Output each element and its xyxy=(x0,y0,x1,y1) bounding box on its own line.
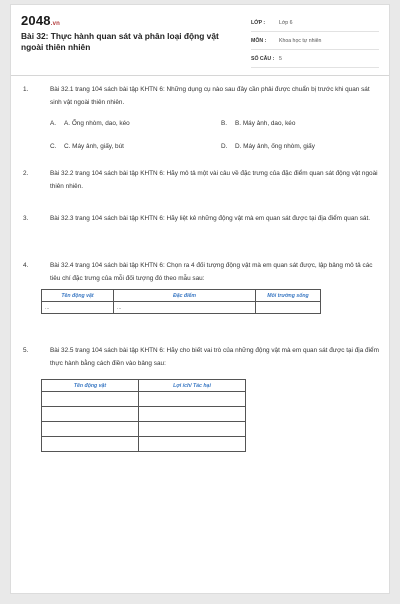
table-header-cell: Lợi ích/ Tác hại xyxy=(139,380,246,392)
table-cell[interactable] xyxy=(139,407,246,422)
question-number: 3. xyxy=(23,215,29,222)
question-text: Bài 32.1 trang 104 sách bài tập KHTN 6: Những dụng cụ nào sau đây cần phải được chuẩn bị trước khi quan sát sinh vật ngoài thiên nhiên. xyxy=(50,86,370,106)
question-1 xyxy=(23,84,379,109)
animal-features-table xyxy=(41,289,321,314)
table-cell[interactable] xyxy=(42,392,139,407)
table-row xyxy=(42,407,246,422)
option-letter: A. xyxy=(50,120,57,127)
question-4 xyxy=(23,260,379,285)
meta-label: LỚP : xyxy=(251,19,266,26)
question-5 xyxy=(23,345,379,370)
table-header-cell: Tên động vật xyxy=(42,380,139,392)
table-cell[interactable] xyxy=(256,302,321,314)
lesson-title: Bài 32: Thực hành quan sát và phân loại động vật ngoài thiên nhiên xyxy=(21,31,219,52)
table-header-row xyxy=(42,380,246,392)
option-text: C. Máy ảnh, giấy, bút xyxy=(64,143,124,150)
option-letter: B. xyxy=(221,120,228,127)
question-text: Bài 32.5 trang 104 sách bài tập KHTN 6: Hãy cho biết vai trò của những động vật mà em quan sát được tại địa điểm thực hành bằng cách điền vào bảng sau: xyxy=(50,347,379,367)
option-b[interactable] xyxy=(221,120,295,127)
meta-row-subject xyxy=(251,32,379,50)
table-header-row xyxy=(42,290,321,302)
question-text: Bài 32.3 trang 104 sách bài tập KHTN 6: Hãy liệt kê những động vật mà em quan sát được tại địa điểm quan sát. xyxy=(50,215,371,222)
meta-label: SỐ CÂU : xyxy=(251,55,275,62)
question-number: 2. xyxy=(23,170,29,177)
meta-value: Khoa học tự nhiên xyxy=(279,37,322,44)
meta-row-class xyxy=(251,14,379,32)
option-a[interactable] xyxy=(50,120,130,127)
option-c[interactable] xyxy=(50,143,124,150)
table-header-cell: Tên động vật xyxy=(42,290,114,302)
header-divider xyxy=(11,75,389,76)
question-2 xyxy=(23,168,379,193)
table-cell[interactable] xyxy=(139,422,246,437)
table-cell[interactable] xyxy=(42,407,139,422)
question-text: Bài 32.2 trang 104 sách bài tập KHTN 6: Hãy mô tả một vài câu về đặc trưng của đặc điểm quan sát động vật ngoài thiên nhiên. xyxy=(50,170,378,190)
table-cell[interactable] xyxy=(139,437,246,452)
question-text: Bài 32.4 trang 104 sách bài tập KHTN 6: Chọn ra 4 đối tượng động vật mà em quan sát được, lập bảng mô tả các tiêu chí đặc trưng của mỗi đối tượng đó theo mẫu sau: xyxy=(50,262,373,282)
table-row xyxy=(42,392,246,407)
worksheet-page xyxy=(10,4,390,594)
option-text: A. Ống nhòm, dao, kéo xyxy=(64,120,130,127)
table-header-cell: Môi trường sống xyxy=(256,290,321,302)
table-row xyxy=(42,302,321,314)
table-header-cell: Đặc điểm xyxy=(114,290,256,302)
option-text: D. Máy ảnh, ống nhòm, giấy xyxy=(235,143,315,150)
logo-main: 2048 xyxy=(21,13,51,28)
table-cell[interactable] xyxy=(42,422,139,437)
option-d[interactable] xyxy=(221,143,315,150)
meta-row-count xyxy=(251,50,379,68)
worksheet-header xyxy=(11,5,389,69)
table-cell[interactable] xyxy=(139,392,246,407)
meta-value: Lớp 6 xyxy=(279,19,293,26)
meta-value: 5 xyxy=(279,55,282,62)
table-cell[interactable] xyxy=(42,437,139,452)
question-3 xyxy=(23,213,379,226)
option-letter: C. xyxy=(50,143,57,150)
site-logo[interactable] xyxy=(21,13,60,28)
table-row xyxy=(42,422,246,437)
meta-label: MÔN : xyxy=(251,37,267,44)
question-number: 5. xyxy=(23,347,29,354)
table-row xyxy=(42,437,246,452)
logo-suffix: .vn xyxy=(50,21,61,27)
table-cell[interactable]: ... xyxy=(42,302,114,314)
question-number: 4. xyxy=(23,262,29,269)
question-number: 1. xyxy=(23,86,29,93)
animal-role-table xyxy=(41,379,246,452)
option-letter: D. xyxy=(221,143,228,150)
meta-panel xyxy=(251,14,379,68)
option-text: B. Máy ảnh, dao, kéo xyxy=(235,120,296,127)
table-cell[interactable]: ... xyxy=(114,302,256,314)
